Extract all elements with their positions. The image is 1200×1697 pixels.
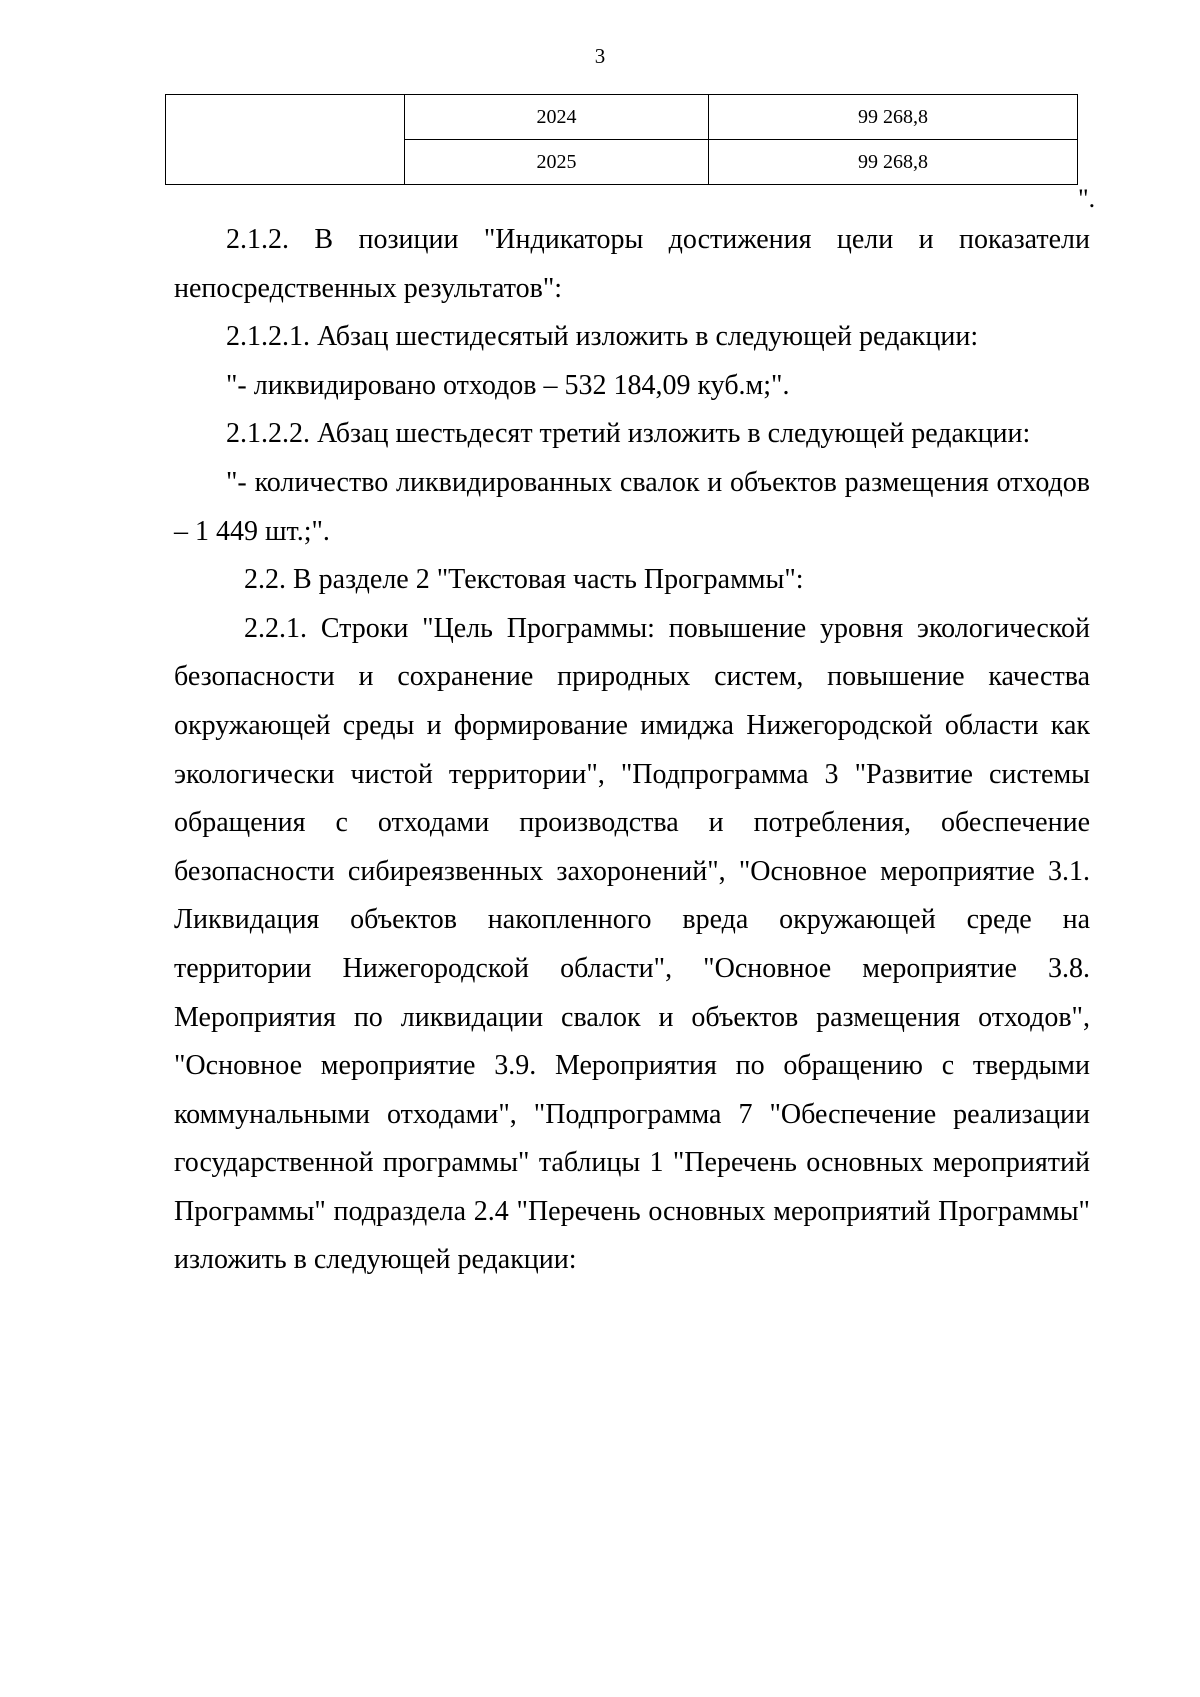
- table-cell-year: 2025: [405, 140, 709, 185]
- table-cell-amount: 99 268,8: [709, 140, 1078, 185]
- closing-quote: ".: [1078, 184, 1096, 213]
- document-body: [174, 216, 1090, 1285]
- page-number: 3: [594, 44, 606, 68]
- paragraph-2-1-2-1: 2.1.2.1. Абзац шестидесятый изложить в следующей редакции:: [226, 321, 979, 353]
- table-cell-empty: [166, 95, 405, 185]
- paragraph-dumps-count: "- количество ликвидированных свалок и объектов размещения отходов – 1 449 шт.;".: [174, 466, 1090, 547]
- paragraph-liquidated-waste: "- ликвидировано отходов – 532 184,09 куб.м;".: [226, 369, 790, 401]
- paragraph-2-1-2-2: 2.1.2.2. Абзац шестьдесят третий изложить в следующей редакции:: [226, 418, 1031, 450]
- table-cell-amount: 99 268,8: [709, 95, 1078, 140]
- funding-table: [165, 94, 1078, 185]
- paragraph-2-2-1: 2.2.1. Строки "Цель Программы: повышение уровня экологической безопасности и сохранение природных систем, повышение качества окружающей среды и формирование имиджа Нижегородской области как экологически чистой территории", "Подпрограмма 3 "Развитие системы обращения с отходами производства и потребления, обеспечение безопасности сибиреязвенных захоронений", "Основное мероприятие 3.1. Ликвидация объектов накопленного вреда окружающей среде на территории Нижегородской области", "Основное мероприятие 3.8. Мероприятия по ликвидации свалок и объектов размещения отходов", "Основное мероприятие 3.9. Мероприятия по обращению с твердыми коммунальными отходами", "Подпрограмма 7 "Обеспечение реализации государственной программы" таблицы 1 "Перечень основных мероприятий Программы" подраздела 2.4 "Перечень основных мероприятий Программы" изложить в следующей редакции:: [174, 612, 1090, 1276]
- table-cell-year: 2024: [405, 95, 709, 140]
- table-row: [166, 95, 1078, 140]
- paragraph-2-2: 2.2. В разделе 2 "Текстовая часть Программы":: [244, 564, 804, 596]
- paragraph-2-1-2: 2.1.2. В позиции "Индикаторы достижения цели и показатели непосредственных результатов":: [174, 224, 1090, 304]
